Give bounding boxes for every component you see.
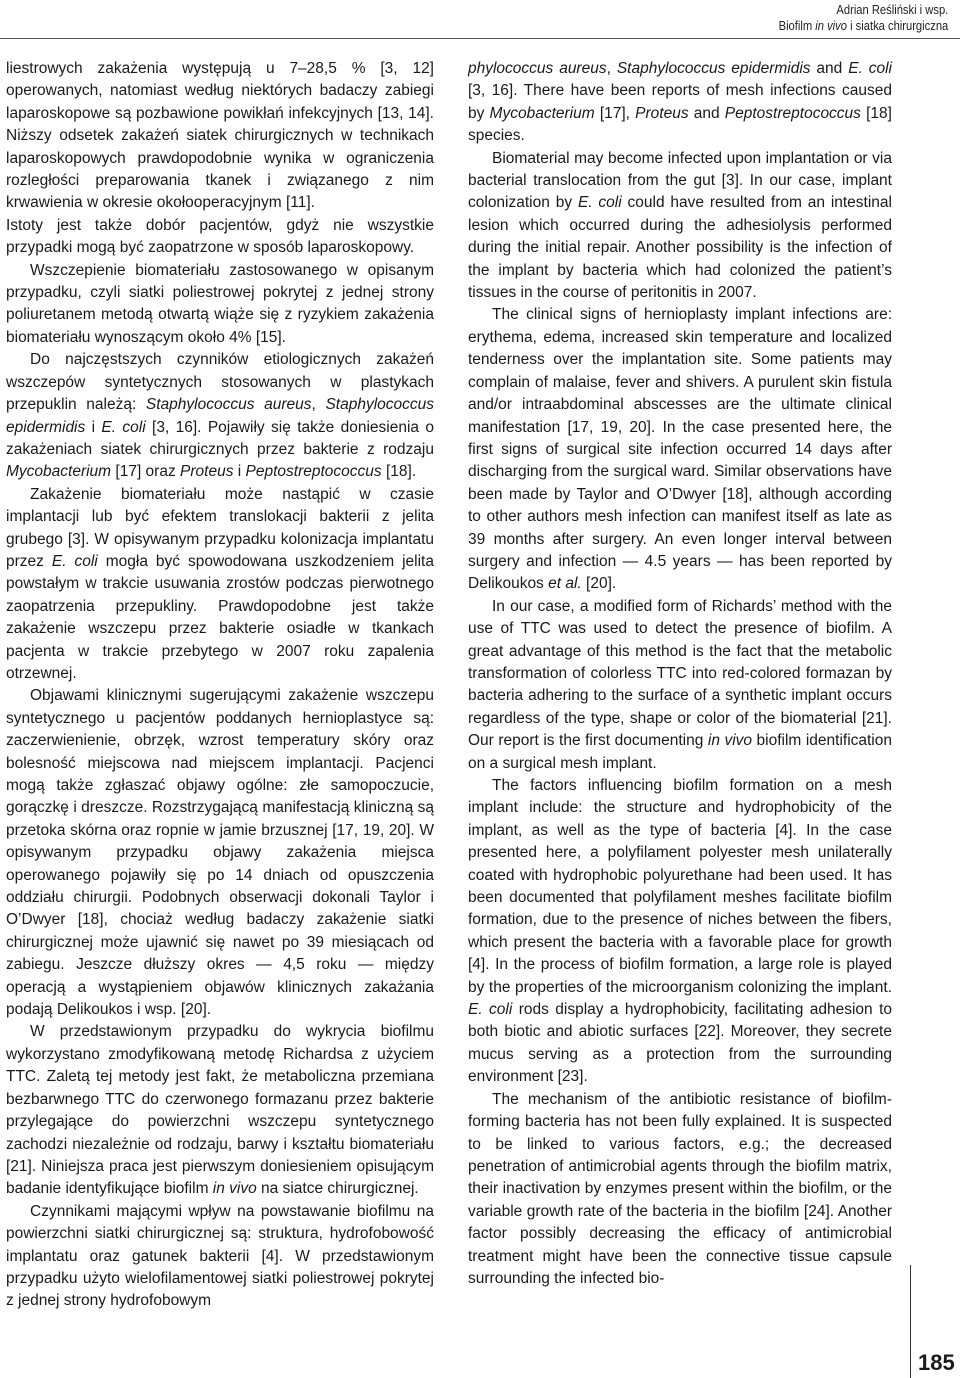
header-title: Biofilm in vivo i siatka chirurgiczna bbox=[778, 18, 948, 33]
running-header bbox=[778, 2, 948, 34]
page-number: 185 bbox=[918, 1350, 955, 1375]
paragraph: Istoty jest także dobór pacjentów, gdyż nie wszystkie przypadki mogą być zaopatrzone w sposób laparoskopowy. bbox=[6, 216, 434, 257]
paragraph: Biomaterial may become infected upon implantation or via bacterial translocation from the gut [3]. In our case, implant colonization by E. coli could have resulted from an intestinal lesion which occurred during the adhesiolysis performed during the initial repair. Another possibility is the infection of the implant by bacteria which had colonized the patient’s tissues in the course of peritonitis in 2007. bbox=[468, 149, 892, 302]
paragraph: The clinical signs of hernioplasty implant infections are: erythema, edema, increased skin temperature and localized tenderness over the implantation site. Some patients may complain of malaise, fever and shivers. A purulent skin fistula and/or intraabdominal abscesses are the ultimate clinical manifestation [17, 19, 20]. In the case presented here, the first signs of surgical site infection occurred 14 days after discharging from the surgical ward. Similar observations have been made by Taylor and O’Dwyer [18], although according to other authors mesh infection can manifest itself as late as 39 months after surgery. An even longer interval between surgery and infection — 4.5 years — has been reported by Delikoukos et al. [20]. bbox=[468, 306, 892, 593]
english-column bbox=[468, 58, 892, 1290]
page-number-rule bbox=[910, 1265, 911, 1378]
paragraph: The mechanism of the antibiotic resistance of biofilm-forming bacteria has not been fully explained. It is suspected to be linked to various factors, e.g.; the decreased penetration of antimicrobial agents through the biofilm matrix, their inactivation by enzymes present within the biofilm, or the variable growth rate of the bacteria in the biofilm [24]. Another factor possibly decreasing the efficacy of antimicrobial treatment might have been the connective tissue capsule surrounding the infected bio- bbox=[468, 1090, 892, 1287]
paragraph: Zakażenie biomateriału może nastąpić w czasie implantacji lub być efektem translokacji bakterii z jelita grubego [3]. W opisywanym przypadku kolonizacja implantatu przez E. coli mogła być spowodowana uszkodzeniem jelita powstałym w trakcie usuwania zrostów podczas pierwotnego zaopatrzenia przepukliny. Prawdopodobne jest także zakażenie wszczepu przez bakterie osiadłe w tkankach pacjenta w trakcie przebytego w 2007 roku zapalenia otrzewnej. bbox=[6, 485, 434, 682]
paragraph: The factors influencing biofilm formation on a mesh implant include: the structure and hydrophobicity of the implant, as well as the type of bacteria [4]. In the case presented here, a polyfilament polyester mesh unilaterally coated with hydrophobic polyurethane had been used. It has been documented that polyfilament meshes facilitate biofilm formation, due to the presence of niches between the fibers, which present the bacteria with a favorable place for growth [4]. In the process of biofilm formation, a large role is played by the properties of the microorganism colonizing the implant. E. coli rods display a hydrophobicity, facilitating adhesion to both biotic and abiotic surfaces [22]. Moreover, they secrete mucus serving as a protection from the surrounding environment [23]. bbox=[468, 777, 892, 1086]
paragraph: Wszczepienie biomateriału zastosowanego w opisanym przypadku, czyli siatki poliestrowej pokrytej z jednej strony poliuretanem metodą otwartą wiąże się z ryzykiem zakażenia biomateriału wynoszącym około 4% [15]. bbox=[6, 261, 434, 346]
paragraph: Czynnikami mającymi wpływ na powstawanie biofilmu na powierzchni siatki chirurgicznej są: struktura, hydrofobowość implantatu oraz gatunek bakterii [4]. W przedstawionym przypadku użyto wielofilamentowej siatki poliestrowej pokrytej z jednej strony hydrofobowym bbox=[6, 1202, 434, 1310]
paragraph: Objawami klinicznymi sugerującymi zakażenie wszczepu syntetycznego u pacjentów poddanych hernioplastyce są: zaczerwienienie, obrzęk, wzrost temperatury skóry oraz bolesność miejscowa nad miejscem implantacji. Pacjenci mogą także zgłaszać objawy ogólne: złe samopoczucie, gorączkę i dreszcze. Rozstrzygającą manifestacją kliniczną są przetoka skórna oraz ropnie w jamie brzusznej [17, 19, 20]. W opisywanym przypadku objawy zakażenia miejsca operowanego pojawiły się po 14 dniach od opuszczenia oddziału chirurgii. Podobnych obserwacji dokonali Taylor i O’Dwyer [18], chociaż według badaczy zakażenie siatki chirurgicznej może ujawnić się nawet po 39 miesiącach od zabiegu. Jeszcze dłuższy okres — 4,5 roku — między operacją a wystąpieniem objawów klinicznych zakażania podają Delikoukos i wsp. [20]. bbox=[6, 687, 434, 1019]
paragraph: Do najczęstszych czynników etiologicznych zakażeń wszczepów syntetycznych stosowanych w plastykach przepuklin należą: Staphylococcus aureus, Staphylococcus epidermidis i E. coli [3, 16]. Pojawiły się także doniesienia o zakażeniach siatek chirurgicznych przez bakterie z rodzaju Mycobacterium [17] oraz Proteus i Peptostreptococcus [18]. bbox=[6, 351, 434, 481]
polish-column bbox=[6, 58, 434, 1313]
paragraph: phylococcus aureus, Staphylococcus epidermidis and E. coli [3, 16]. There have been reports of mesh infections caused by Mycobacterium [17], Proteus and Peptostreptococcus [18] species. bbox=[468, 60, 892, 145]
paragraph: In our case, a modified form of Richards’ method with the use of TTC was used to detect the presence of biofilm. A great advantage of this method is the fact that the metabolic transformation of colorless TTC into red-colored formazan by bacteria adhering to the surface of a synthetic implant occurs regardless of the type, shape or color of the biomaterial [21]. Our report is the first documenting in vivo biofilm identification on a surgical mesh implant. bbox=[468, 597, 892, 772]
header-rule bbox=[0, 38, 960, 39]
paragraph: liestrowych zakażenia występują u 7–28,5 % [3, 12] operowanych, natomiast według niektórych badaczy zabiegi laparoskopowe są pozbawione powikłań infekcyjnych [13, 14]. Niższy odsetek zakażeń siatek chirurgicznych w technikach laparoskopowych prawdopodobnie wynika w ograniczenia rozległości preparowania tkanek i związanego z nim krwawienia w okresie okołooperacyjnym [11]. bbox=[6, 60, 434, 212]
header-authors: Adrian Reśliński i wsp. bbox=[836, 2, 948, 17]
paragraph: W przedstawionym przypadku do wykrycia biofilmu wykorzystano zmodyfikowaną metodę Richardsa z użyciem TTC. Zaletą tej metody jest fakt, że metaboliczna przemiana bezbarwnego TTC do czerwonego formazanu przez bakterie przylegające do powierzchni wszczepu syntetycznego zachodzi niezależnie od rodzaju, barwy i kształtu biomateriału [21]. Niniejsza praca jest pierwszym doniesieniem opisującym badanie identyfikujące biofilm in vivo na siatce chirurgicznej. bbox=[6, 1023, 434, 1198]
